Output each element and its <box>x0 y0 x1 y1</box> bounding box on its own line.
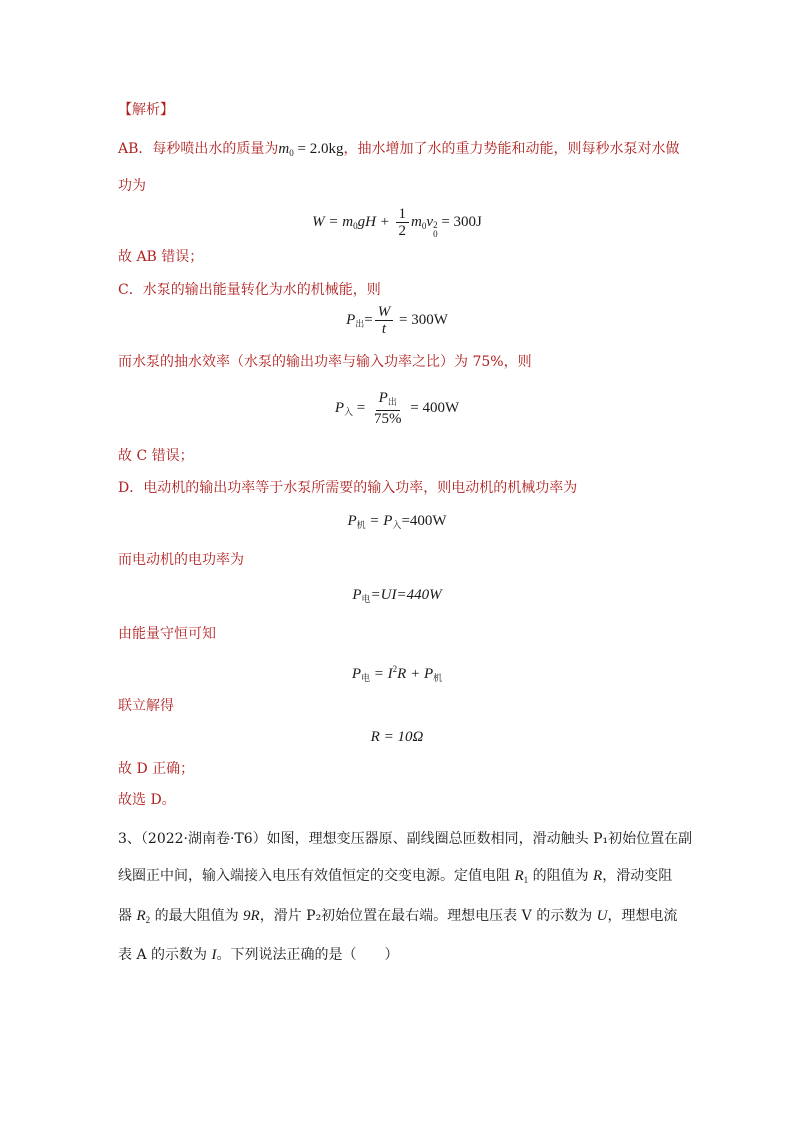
d-explanation-line3: 由能量守恒可知 <box>118 626 216 642</box>
equation-electric-power: $P_电=UI=440W$ <box>352 587 442 604</box>
question3-line2: 线圈正中间，输入端接入电压有效值恒定的交变电源。定值电阻 $R_1$ 的阻值为 R，滑动变阻 <box>118 868 673 885</box>
question3-line4: 表 A 的示数为 I。下列说法正确的是（ ） <box>118 947 399 963</box>
fraction-half: $\frac{1}{2}$ <box>396 206 410 239</box>
equation-mechanical-power: $P_机 = P_入=400W$ <box>347 513 447 530</box>
ab-explanation-line2: 功为 <box>118 178 146 194</box>
d-explanation-line2: 而电动机的电功率为 <box>118 552 244 568</box>
d-explanation-line1: D．电动机的输出功率等于水泵所需要的输入功率，则电动机的机械功率为 <box>118 480 578 496</box>
fraction-w-over-t: $\frac{W}{t}$ <box>375 304 394 337</box>
final-choice: 故选 D。 <box>118 792 176 808</box>
question3-line1: 3、（2022·湖南卷·T6）如图，理想变压器原、副线圈总匝数相同，滑动触头 P₁初始位置在副 <box>118 831 693 847</box>
m0-symbol: $m_0 = 2.0kg$ <box>278 141 344 158</box>
fraction-p-over-efficiency: $\frac{P_出}{75\%}$ <box>374 390 402 427</box>
ab-text-pre: AB．每秒喷出水的质量为 <box>118 141 279 157</box>
question3-line3: 器 $R_2$ 的最大阻值为 9R，滑片 P₂初始位置在最右端。理想电压表 V 的示数为 U，理想电流 <box>118 908 678 925</box>
ab-explanation-line1 <box>118 139 679 163</box>
c-conclusion: 故 C 错误； <box>118 448 194 464</box>
equation-resistance: R = 10Ω <box>370 729 424 745</box>
equation-output-power: $P_出=$ $\frac{W}{t}$ = 300W <box>346 304 448 337</box>
c-explanation-line1: C．水泵的输出能量转化为水的机械能，则 <box>118 282 381 298</box>
equation-energy-conservation: $P_电 = I^2R + P_机$ <box>351 664 443 683</box>
equation-input-power: $P_入$ = $\frac{P_出}{75\%}$ = 400W <box>334 390 460 427</box>
ab-conclusion: 故 AB 错误； <box>118 249 204 265</box>
c-explanation-line2: 而水泵的抽水效率（水泵的输出功率与输入功率之比）为 75%，则 <box>118 354 532 370</box>
ab-text-post: ，抽水增加了水的重力势能和动能，则每秒水泵对水做 <box>343 141 680 157</box>
section-label: 【解析】 <box>118 102 174 118</box>
d-conclusion: 故 D 正确； <box>118 761 195 777</box>
equation-work: $W = m_0gH$ + $\frac{1}{2}$ $m_0v$ 2 0 = 300J <box>312 206 482 239</box>
d-explanation-line4: 联立解得 <box>118 698 174 714</box>
